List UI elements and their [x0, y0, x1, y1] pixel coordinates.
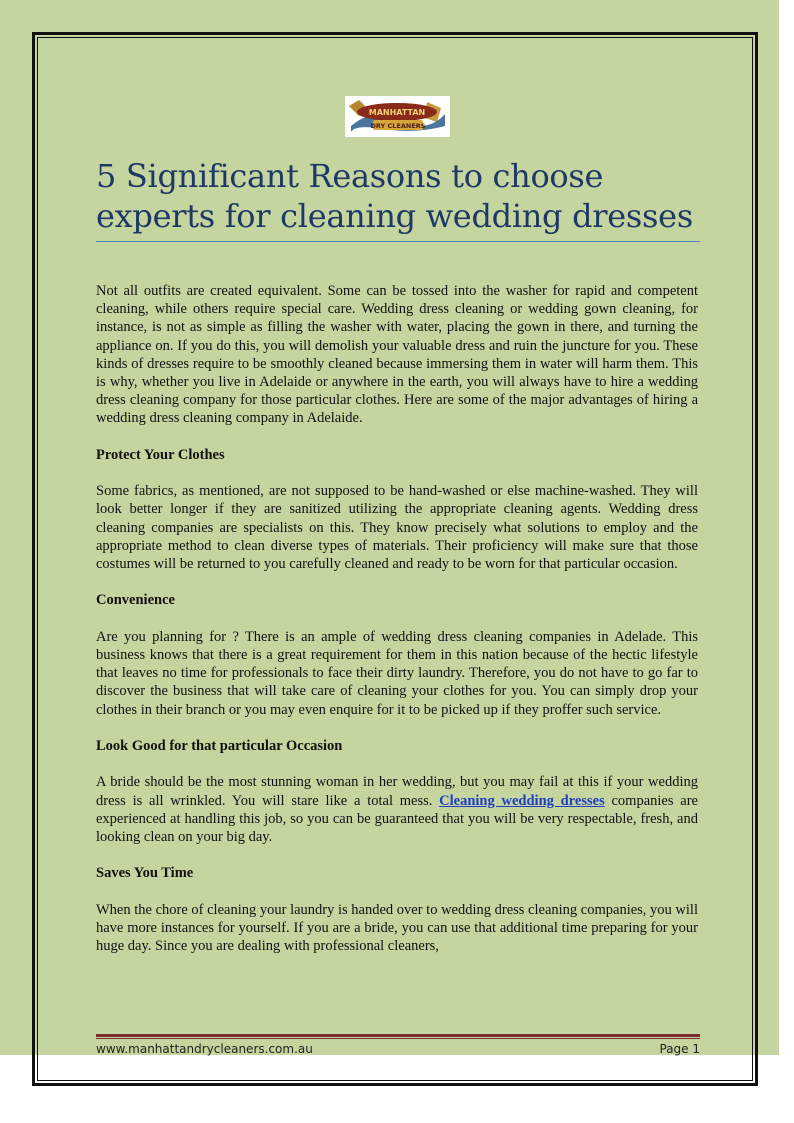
heading-convenience: Convenience	[96, 592, 175, 609]
footer-divider-thin	[96, 1038, 700, 1039]
footer-divider-thick	[96, 1034, 700, 1037]
heading-protect: Protect Your Clothes	[96, 446, 225, 463]
heading-saves-time: Saves You Time	[96, 865, 194, 882]
look-good-text-after: companies are experienced at handling this job, so you can be guaranteed that you will be very respectable, fresh, and looking clean on your big day.	[96, 792, 698, 845]
logo-text-line2: DRY CLEANERS	[370, 122, 426, 130]
intro-paragraph: Not all outfits are created equivalent. Some can be tossed into the washer for rapid and competent cleaning, while others require special care. Wedding dress cleaning or wedding gown cleaning, for instance, is not as simple as filling the washer with water, placing the gown in there, and turning the appliance on. If you do this, you will demolish your valuable dress and ruin the juncture for you. These kinds of dresses require to be smoothly cleaned because immersing them in water will harm them. This is why, whether you live in Adelaide or anywhere in the earth, you will always have to hire a wedding dress cleaning company for those particular clothes. Here are some of the major advantages of hiring a wedding dress cleaning company in Adelaide.	[96, 283, 698, 427]
protect-paragraph: Some fabrics, as mentioned, are not supposed to be hand-washed or else machine-washed. They will look better longer if they are sanitized utilizing the appropriate cleaning agents. Wedding dress cleaning companies are specialists on this. They know precisely what solutions to employ and the appropriate method to clean diverse types of materials. Their proficiency will make sure that those costumes will be returned to you carefully cleaned and ready to be worn for that particular occasion.	[96, 483, 698, 573]
look-good-paragraph	[96, 773, 698, 846]
heading-look-good: Look Good for that particular Occasion	[96, 738, 343, 754]
look-good-text-before: A bride should be the most stunning woman in her wedding, but you may fail at this if your wedding dress is all wrinkled. You will stare like a total mess.	[96, 774, 698, 809]
page-footer	[96, 1042, 700, 1056]
footer-url: www.manhattandrycleaners.com.au	[96, 1042, 313, 1056]
logo-graphic	[345, 96, 450, 137]
article-body	[96, 282, 698, 974]
convenience-paragraph: Are you planning for ? There is an ample of wedding dress cleaning companies in Adelade. This business knows that there is a great requirement for them in this nation because of the hectic lifestyle that leaves no time for professionals to face their dirty laundry. Therefore, you do not have to go far to discover the business that will take care of cleaning your clothes for you. You can simply drop your clothes in their branch or you may even enquire for it to be picked up if they proffer such service.	[96, 628, 698, 718]
title-divider	[96, 241, 700, 242]
cleaning-wedding-dresses-link[interactable]: Cleaning wedding dresses	[439, 792, 605, 809]
page-number: Page 1	[659, 1042, 700, 1056]
saves-time-paragraph: When the chore of cleaning your laundry is handed over to wedding dress cleaning companies, you will have more instances for yourself. If you are a bride, you can use that additional time preparing for your huge day. Since you are dealing with professional cleaners,	[96, 901, 698, 955]
logo-text-line1: MANHATTAN	[368, 108, 426, 117]
company-logo	[345, 96, 450, 137]
page-title: 5 Significant Reasons to choose experts for cleaning wedding dresses	[96, 157, 693, 235]
